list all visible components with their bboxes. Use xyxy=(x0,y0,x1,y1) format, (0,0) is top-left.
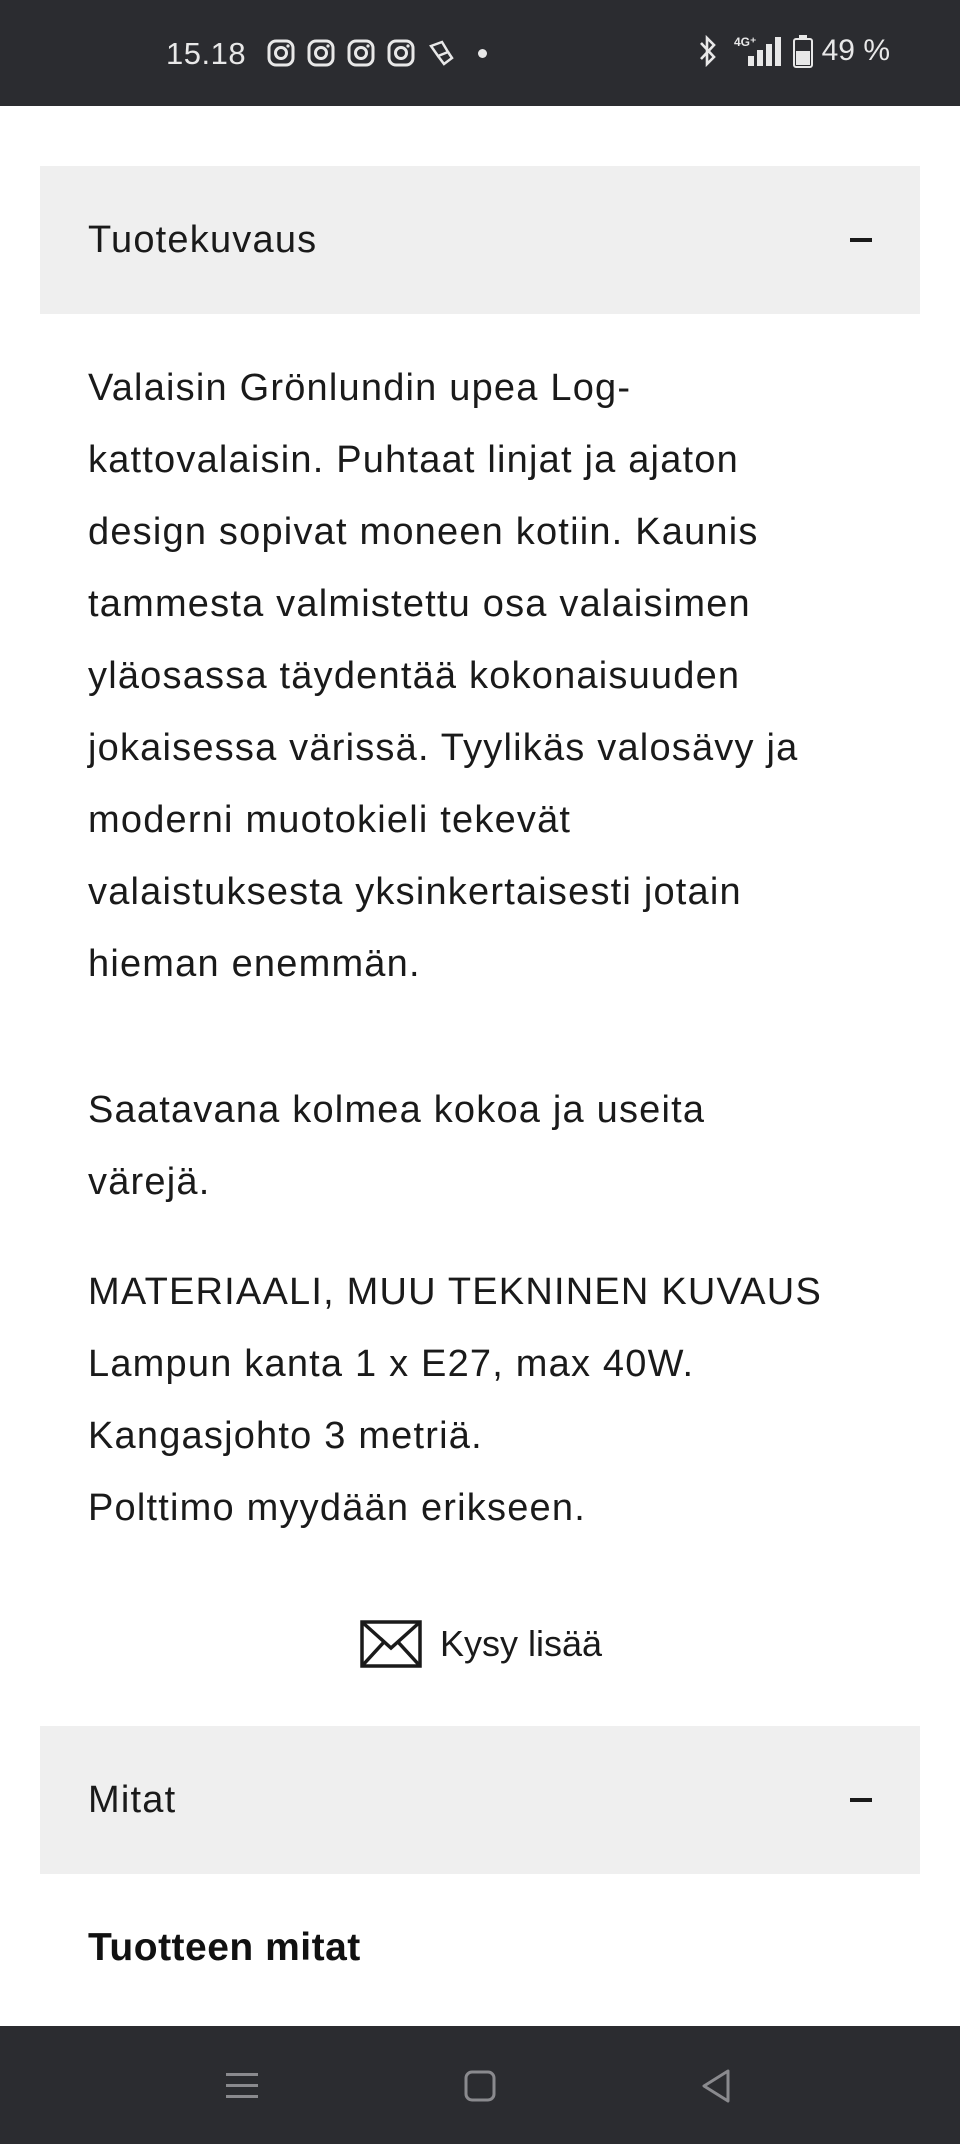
page-content xyxy=(0,106,960,2026)
text-line: yläosassa täydentää kokonaisuuden xyxy=(88,655,741,697)
text-line: kattovalaisin. Puhtaat linjat ja ajaton xyxy=(88,439,739,481)
system-status xyxy=(696,34,890,68)
dimensions-subheading: Tuotteen mitat xyxy=(88,1926,361,1969)
instagram-icon xyxy=(386,38,416,68)
triangle-back-icon xyxy=(698,2067,734,2105)
text-line: Lampun kanta 1 x E27, max 40W. xyxy=(88,1343,695,1385)
ask-more-label: Kysy lisää xyxy=(440,1623,603,1664)
menu-lines-icon xyxy=(224,2070,260,2102)
text-line: moderni muotokieli tekevät xyxy=(88,799,572,841)
text-line: valaistuksesta yksinkertaisesti jotain xyxy=(88,871,742,913)
accordion-product-description[interactable] xyxy=(40,166,920,314)
status-time: 15.18 xyxy=(166,36,247,71)
bluetooth-icon xyxy=(696,34,720,68)
home-button[interactable] xyxy=(450,2056,510,2116)
status-bar xyxy=(0,0,960,106)
minus-icon xyxy=(850,1798,872,1802)
technical-description xyxy=(88,1256,888,1544)
availability-text xyxy=(88,1074,888,1218)
signal-4g-icon xyxy=(728,34,784,68)
accordion-dimensions[interactable] xyxy=(40,1726,920,1874)
square-icon xyxy=(463,2069,497,2103)
notification-icons xyxy=(266,38,487,68)
description-paragraph-2 xyxy=(88,1074,888,1218)
text-line: design sopivat moneen kotiin. Kaunis xyxy=(88,511,759,553)
svg-text:4G⁺: 4G⁺ xyxy=(733,35,756,49)
text-line: Kangasjohto 3 metriä. xyxy=(88,1415,483,1457)
text-line: MATERIAALI, MUU TEKNINEN KUVAUS xyxy=(88,1271,822,1313)
recent-apps-button[interactable] xyxy=(212,2056,272,2116)
description-paragraph-1 xyxy=(88,352,888,1000)
accordion-title: Mitat xyxy=(88,1778,177,1821)
battery-icon xyxy=(792,34,814,68)
text-line: Polttimo myydään erikseen. xyxy=(88,1487,586,1529)
product-description xyxy=(88,352,888,1000)
text-line: värejä. xyxy=(88,1161,211,1203)
description-paragraph-3 xyxy=(88,1256,888,1544)
text-line: Valaisin Grönlundin upea Log- xyxy=(88,367,632,409)
more-notifications-dot xyxy=(478,49,487,58)
text-line: Saatavana kolmea kokoa ja useita xyxy=(88,1089,706,1131)
minus-icon xyxy=(850,238,872,242)
accordion-title: Tuotekuvaus xyxy=(88,218,318,261)
app-notification-icon xyxy=(426,38,456,68)
envelope-icon xyxy=(360,1620,422,1668)
instagram-icon xyxy=(346,38,376,68)
battery-percent: 49 % xyxy=(821,34,890,67)
instagram-icon xyxy=(306,38,336,68)
instagram-icon xyxy=(266,38,296,68)
text-line: jokaisessa värissä. Tyylikäs valosävy ja xyxy=(88,727,799,769)
system-navigation-bar xyxy=(0,2026,960,2144)
text-line: tammesta valmistettu osa valaisimen xyxy=(88,583,751,625)
ask-more-link[interactable] xyxy=(360,1614,602,1674)
text-line: hieman enemmän. xyxy=(88,943,421,985)
back-button[interactable] xyxy=(686,2056,746,2116)
